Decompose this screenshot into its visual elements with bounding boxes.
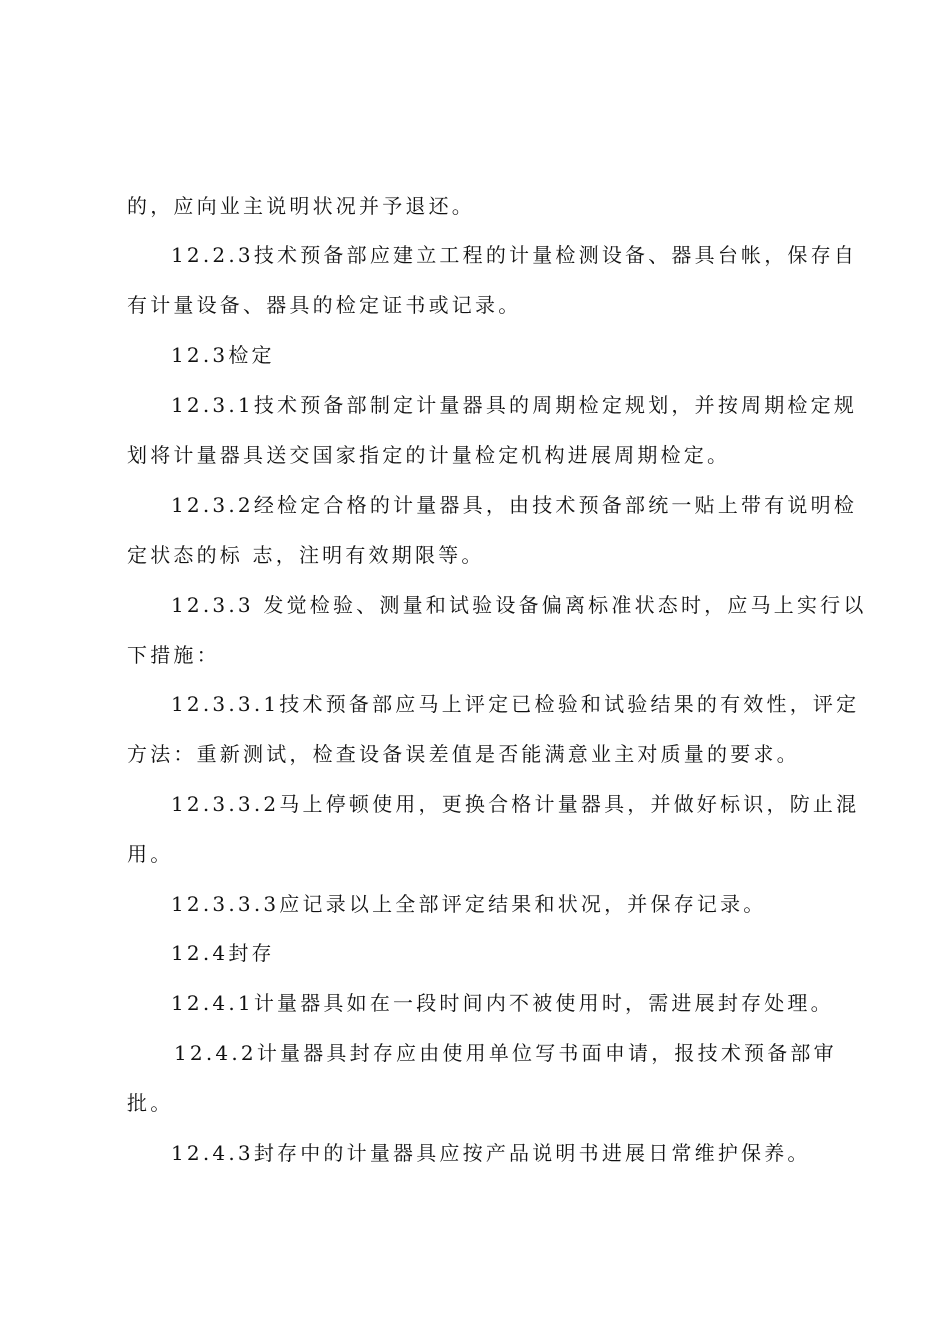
text-line: 12.3.3 发觉检验、测量和试验设备偏离标准状态时，应马上实行以: [171, 593, 867, 617]
text-line: 12.3.3.3应记录以上全部评定结果和状况，并保存记录。: [171, 892, 767, 916]
text-line: 12.3.2经检定合格的计量器具，由技术预备部统一贴上带有说明检: [171, 493, 858, 517]
text-line: 12.4.3封存中的计量器具应按产品说明书进展日常维护保养。: [171, 1141, 811, 1165]
text-line: 12.2.3技术预备部应建立工程的计量检测设备、器具台帐，保存自: [171, 243, 858, 267]
section-heading: 12.4封存: [171, 941, 275, 965]
text-line: 12.3.3.2马上停顿使用，更换合格计量器具，并做好标识，防止混: [171, 792, 860, 816]
text-line: 12.4.1计量器具如在一段时间内不被使用时，需进展封存处理。: [171, 991, 834, 1015]
text-line: 下措施：: [127, 643, 220, 667]
text-line: 12.3.3.1技术预备部应马上评定已检验和试验结果的有效性，评定: [171, 692, 860, 716]
text-line: 批。: [127, 1091, 174, 1115]
text-line: 用。: [127, 842, 174, 866]
text-line: 12.4.2计量器具封存应由使用单位写书面申请，报技术预备部审: [174, 1041, 837, 1065]
text-line: 划将计量器具送交国家指定的计量检定机构进展周期检定。: [127, 443, 731, 467]
text-line: 定状态的标 志，注明有效期限等。: [127, 543, 485, 567]
text-line: 方法：重新测试，检查设备误差值是否能满意业主对质量的要求。: [127, 742, 800, 766]
text-line: 的，应向业主说明状况并予退还。: [127, 194, 475, 218]
section-heading: 12.3检定: [171, 343, 275, 367]
text-line: 12.3.1技术预备部制定计量器具的周期检定规划，并按周期检定规: [171, 393, 858, 417]
text-line: 有计量设备、器具的检定证书或记录。: [127, 293, 522, 317]
